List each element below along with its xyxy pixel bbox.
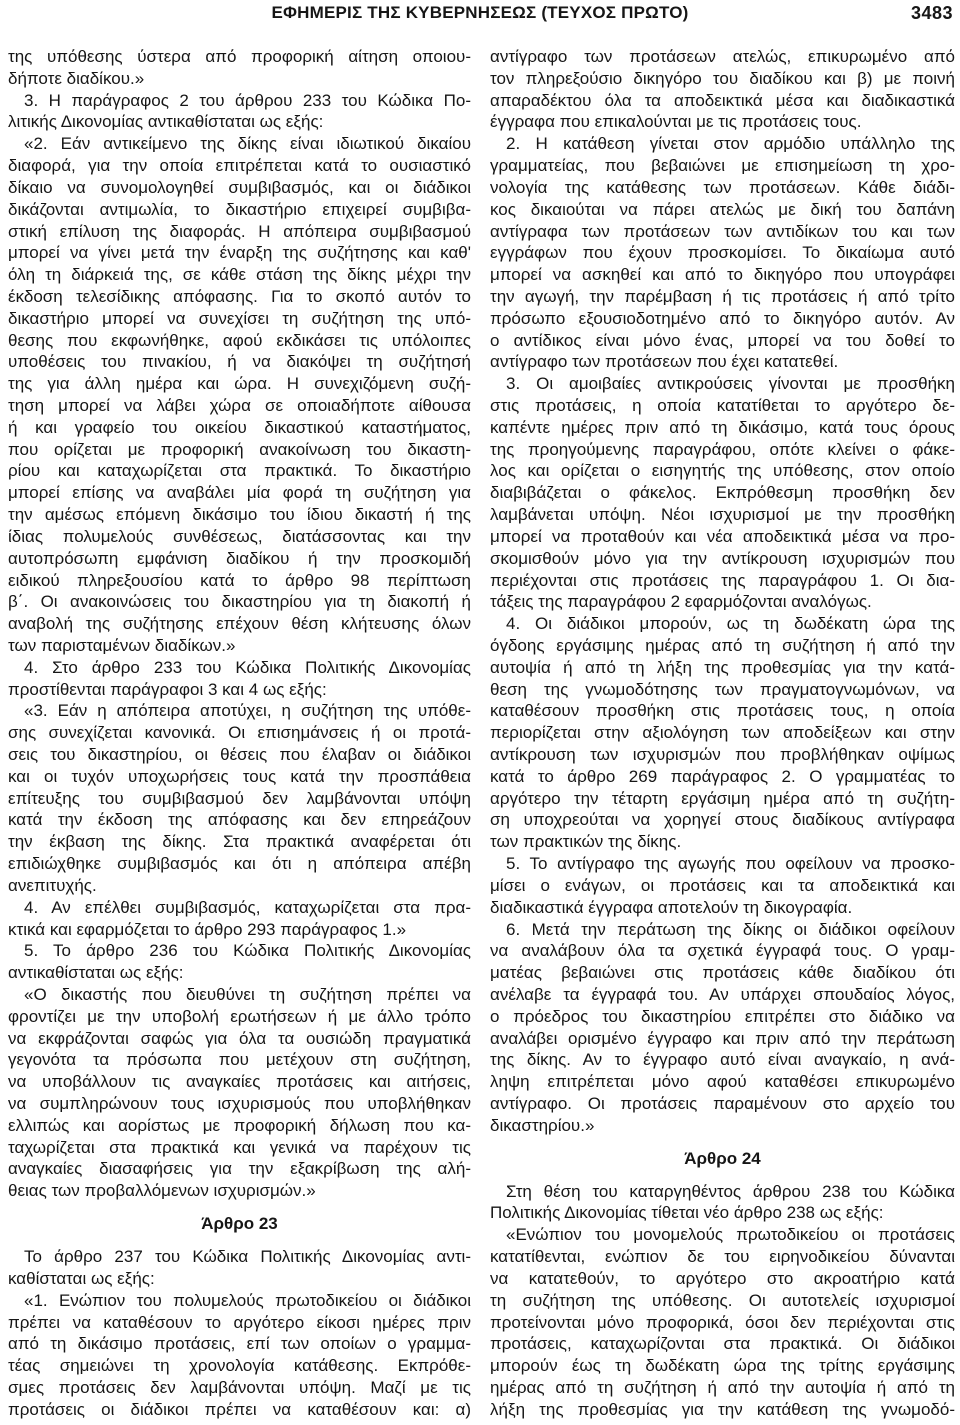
- text-line: διαβιβάζεται ο φάκελος. Εκπρόθεσμη προσθήκη δεν: [490, 483, 955, 503]
- text-line: ανεπιτυχής.: [8, 875, 97, 895]
- text-line: ημέρας από τη συζήτηση ή από την αυτοψία ή από τη: [490, 1377, 955, 1397]
- text-line: κατατίθενται, ενώπιον δε του ειρηνοδικείου δύνανται: [490, 1247, 955, 1267]
- text-line: δικάζονται αντιμωλία, το δικαστήριο επιχειρεί συμβιβα-: [8, 199, 471, 219]
- text-line: κατά το άρθρο 269 παράγραφος 2. Ο γραμματέας το: [490, 766, 955, 786]
- text-line: 3. Οι αμοιβαίες αντικρούσεις γίνονται με προσθήκη: [506, 374, 955, 394]
- text-line: εγγράφων που έχουν προσκομίσει. Το δικαίωμα αυτό: [490, 243, 955, 263]
- text-line: «3. Εάν η απόπειρα αποτύχει, η συζήτηση της υπόθε-: [24, 701, 471, 721]
- text-line: νολογία της κατάθεσης των προτάσεων. Κάθε διάδι-: [490, 177, 955, 197]
- text-line: «1. Ενώπιον του πολυμελούς πρωτοδικείου οι διάδικοι: [24, 1290, 471, 1310]
- text-line: μπορεί να προταθούν και νέα αποδεικτικά μέσα να προ-: [490, 526, 955, 546]
- text-line: αναγκαίες διασαφήσεις για την εξακρίβωση της αλή-: [8, 1159, 471, 1179]
- text-line: της υπόθεσης ύστερα από προφορική αίτηση οποιου-: [8, 47, 471, 66]
- text-line: δίκαιο να συνομολογηθεί συμβιβασμός, και οι διάδικοι: [8, 177, 471, 197]
- page-number: 3483: [910, 3, 953, 23]
- text-line: τάξεις της παραγράφου 2 εφαρμόζονται αναλόγως.: [490, 592, 872, 612]
- text-line: την αγωγή, την παρέμβαση ή τις προτάσεις ή από τρίτο: [490, 286, 955, 306]
- text-line: την έκβαση της δίκης. Στα πρακτικά αναφέρεται ότι: [8, 832, 471, 852]
- text-line: επίτευξης του συμβιβασμού δεν λαμβάνονται υπόψη: [8, 788, 471, 808]
- paragraph: [8, 897, 471, 941]
- paragraph: [490, 613, 955, 853]
- text-line: αντίγραφα των προτάσεων των αντιδίκων του και των: [490, 221, 955, 241]
- text-line: καπέντε ημέρες πριν από τη δικάσιμο, κατά τους όρους: [490, 417, 955, 437]
- paragraph: [490, 1181, 955, 1225]
- text-line: όλη τη διάρκειά της, σε κάθε στάση της δίκης μέχρι την: [8, 265, 471, 285]
- paragraph: [490, 46, 955, 133]
- text-line: διαφορά, για την οποία επιτρέπεται κατά το ουσιαστικό: [8, 156, 471, 176]
- text-line: λαμβάνεται υπόψη. Νέοι ισχυρισμοί με την προσθήκη: [490, 505, 955, 525]
- text-line: προτάσεις οι διάδικοι πρέπει να καταθέσουν και: α): [8, 1399, 471, 1419]
- text-line: αυτοψία ή από τη λήξη της προθεσμίας για την κατά-: [490, 657, 955, 677]
- text-line: τον πληρεξούσιο δικηγόρο του διαδίκου και β) με ποινή: [490, 68, 955, 88]
- text-line: ρίου και καταχωρίζεται στα πρακτικά. Το δικαστήριο: [8, 461, 471, 481]
- text-line: 3. Η παράγραφος 2 του άρθρου 233 του Κώδικα Πο-: [24, 90, 471, 110]
- text-line: δικαστήριο μπορεί να συνεχίσει τη συζήτηση της υπό-: [8, 308, 471, 328]
- text-line: της δίκης. Αν το έγγραφο αυτό είναι αναγκαίο, η ανά-: [490, 1050, 955, 1070]
- text-line: σκομισθούν μόνο για την αντίκρουση ισχυρισμών που: [490, 548, 955, 568]
- text-line: των παρισταμένων διαδίκων.»: [8, 635, 236, 655]
- text-line: Πολιτικής Δικονομίας τίθεται νέο άρθρο 238 ως εξής:: [490, 1203, 884, 1223]
- text-line: θεσης που εκφωνήθηκε, αφού εκδικάσει τις υπόλοιπες: [8, 330, 471, 350]
- text-line: λήξη της προθεσμίας για την κατάθεση της γνωμοδό-: [490, 1399, 955, 1419]
- text-line: σμες προτάσεις δεν λαμβάνονται υπόψη. Μαζί με τις: [8, 1377, 471, 1397]
- text-line: γεγονότα τα πρόσωπα που μετέχουν στη συζήτηση,: [8, 1050, 471, 1070]
- text-line: της προηγούμενης παραγράφου, οπότε κλείνει ο φάκε-: [490, 439, 955, 459]
- text-line: 4. Οι διάδικοι μπορούν, ως τη δωδέκατη ώρα της: [506, 614, 955, 634]
- text-line: 5. Το άρθρο 236 του Κώδικα Πολιτικής Δικονομίας: [24, 941, 471, 961]
- text-line: αργότερο την τέταρτη εργάσιμη ημέρα από τη συζήτη-: [490, 788, 955, 808]
- article-heading: Άρθρο 23: [201, 1214, 278, 1234]
- text-line: επιδιώχθηκε συμβιβασμός και ότι η απόπειρα απέβη: [8, 854, 471, 874]
- text-line: μίσει ο ενάγων, οι προτάσεις και τα αποδεικτικά και: [490, 875, 955, 895]
- text-line: ή και γραφείο του οικείου δικαστικού καταστήματος,: [8, 417, 471, 437]
- text-line: κτικά και εφαρμόζεται το άρθρο 293 παράγραφος 1.»: [8, 919, 407, 939]
- text-line: «Ο δικαστής που διευθύνει τη συζήτηση πρέπει να: [24, 984, 471, 1004]
- text-line: στις προτάσεις, η οποία κατατίθεται το αργότερο δε-: [490, 396, 955, 415]
- text-line: κατά την έκδοση της απόφασης και δεν επηρεάζουν: [8, 810, 471, 830]
- text-line: σης συνεχίζεται κανονικά. Οι επισημάνσεις ή οι προτά-: [8, 723, 471, 743]
- text-line: Το άρθρο 237 του Κώδικα Πολιτικής Δικονομίας αντι-: [24, 1247, 471, 1267]
- text-line: «2. Εάν αντικείμενο της δίκης είναι ιδιωτικού δικαίου: [24, 134, 471, 154]
- text-line: όγδοης εργάσιμης ημέρας από τη συζήτηση ή από την: [490, 635, 955, 655]
- text-line: θειας των προβαλλόμενων ισχυρισμών.»: [8, 1181, 316, 1201]
- text-line: έκδοση τελεσίδικης απόφασης. Για το σκοπό αυτόν το: [8, 286, 471, 306]
- text-line: 5. Το αντίγραφο της αγωγής που οφείλουν να προσκο-: [506, 854, 955, 874]
- paragraph: [8, 46, 471, 90]
- text-line: τη συζήτηση της υπόθεσης. Οι αυτοτελείς ισχυρισμοί: [490, 1290, 955, 1310]
- text-line: αναβολή της συζήτησης επέχουν θέση κλήτευσης όλων: [8, 614, 471, 634]
- text-line: απαραδέκτου όλα τα αποδεικτικά μέσα και διαδικαστικά: [490, 90, 955, 110]
- text-line: δήποτε διαδίκου.»: [8, 68, 145, 88]
- text-line: 2. Η κατάθεση γίνεται στον αρμόδιο υπάλληλο της: [506, 134, 955, 154]
- paragraph: [490, 373, 955, 613]
- text-line: γραμματείας, που βεβαιώνει με επισημείωση τη χρο-: [490, 156, 955, 176]
- text-line: στική επίλυση της διαφοράς. Η απόπειρα συμβιβασμού: [8, 221, 471, 241]
- text-line: ανέλαβε τα έγγραφά του. Αν υπάρχει σπουδαίος λόγος,: [490, 984, 955, 1004]
- column-left: [8, 46, 471, 1421]
- text-line: καθίσταται ως εξής:: [8, 1268, 155, 1288]
- text-line: αντικαθίσταται ως εξής:: [8, 963, 184, 983]
- text-line: 6. Μετά την περάτωση της δίκης οι διάδικοι οφείλουν: [506, 919, 955, 939]
- paragraph: [8, 940, 471, 984]
- text-line: λιτικής Δικονομίας αντικαθίσταται ως εξής:: [8, 112, 324, 132]
- text-line: από τη δικάσιμο προτάσεις, επί των οποίων ο γραμμα-: [8, 1334, 471, 1354]
- text-line: να κατατεθούν, το αργότερο στο ακροατήριο κατά: [490, 1268, 955, 1288]
- text-line: προτείνονται μόνο προφορικά, όσοι δεν περιέχονται στις: [490, 1312, 955, 1332]
- text-line: δικαστηρίου.»: [490, 1115, 595, 1135]
- text-line: τέας σημειώνει τη χρονολογία κατάθεσης. Εκπρόθε-: [8, 1356, 471, 1376]
- paragraph: [8, 133, 471, 657]
- text-line: να εκφράζονται σαφώς για όλα τα ουσιώδη πραγματικά: [8, 1028, 471, 1048]
- text-line: σεις του δικαστηρίου, οι θέσεις που έλαβαν οι διάδικοι: [8, 745, 471, 764]
- text-line: ελλιπώς και αορίστως με προφορική δήλωση που κα-: [8, 1115, 471, 1135]
- text-line: θεση της γνωμοδότησης των πραγματογνωμόνων, να: [490, 679, 955, 699]
- text-line: κος δικαιούται να πάρει ατελώς με δική του δαπάνη: [490, 199, 955, 219]
- text-line: τηση μπορεί να λάβει χώρα σε οποιαδήποτε αίθουσα: [8, 396, 471, 415]
- text-line: Στη θέση του καταργηθέντος άρθρου 238 του Κώδικα: [506, 1181, 955, 1201]
- paragraph: [8, 984, 471, 1202]
- paragraph: [490, 133, 955, 373]
- paragraph: [490, 853, 955, 918]
- text-line: αυτοπρόσωπη εμφάνιση διαδίκου ή την προσκομιδή: [8, 548, 471, 568]
- text-line: β΄. Οι ανακοινώσεις του δικαστηρίου για τη διακοπή ή: [8, 592, 471, 612]
- text-line: φροντίζει με την υποβολή ερωτήσεων ή με άλλο τρόπο: [8, 1006, 471, 1026]
- text-line: ειδικού πληρεξουσίου κατά το άρθρο 98 περίπτωση: [8, 570, 471, 590]
- text-line: πρέπει να καταθέσουν το αργότερο είκοσι ημέρες πριν: [8, 1312, 471, 1332]
- gazette-title: ΕΦΗΜΕΡΙΣ ΤΗΣ ΚΥΒΕΡΝΗΣΕΩΣ (ΤΕΥΧΟΣ ΠΡΩΤΟ): [271, 3, 689, 22]
- text-line: ίδιας πολυμελούς συνθέσεως, διατάσσοντας και την: [8, 526, 471, 546]
- running-header: [0, 0, 960, 26]
- text-line: 4. Αν επέλθει συμβιβασμός, καταχωρίζεται στα πρα-: [24, 897, 471, 917]
- text-line: μπορούν έως τη δωδέκατη ώρα της τρίτης εργάσιμης: [490, 1356, 955, 1376]
- text-line: μπορεί επίσης να αναβάλει μία φορά τη συζήτηση για: [8, 483, 471, 503]
- text-line: να υποβάλλουν τις αναγκαίες προτάσεις και αιτήσεις,: [8, 1072, 471, 1092]
- text-line: αντίγραφο των προτάσεων ατελώς, επικυρωμένο από: [490, 47, 955, 66]
- paragraph: [8, 657, 471, 701]
- text-line: ο αντίδικος είναι μόνο ένας, μπορεί να του δοθεί το: [490, 330, 955, 350]
- text-line: ση υποχρεούται να χορηγεί στους διαδίκους αντίγραφα: [490, 810, 955, 830]
- text-line: προτάσεις, καταχωρίζονται στα πρακτικά. Οι διάδικοι: [490, 1334, 955, 1354]
- text-line: προστίθενται παράγραφοι 3 και 4 ως εξής:: [8, 679, 327, 699]
- text-line: περιέχονται στις προτάσεις της παραγράφου 1. Οι δια-: [490, 570, 955, 590]
- paragraph: [8, 1246, 471, 1290]
- text-line: «Ενώπιον του μονομελούς πρωτοδικείου οι προτάσεις: [506, 1225, 955, 1245]
- paragraph: [8, 90, 471, 134]
- text-line: αναλάβει ορισμένο έγγραφο και πριν από την περάτωση: [490, 1028, 955, 1048]
- text-line: έγγραφα που επικαλούνται με τις προτάσεις τους.: [490, 112, 862, 132]
- text-line: της για άλλη ημέρα και ώρα. Η συνεχιζόμενη συζή-: [8, 374, 471, 394]
- text-line: περιορίζεται στην αξιολόγηση των αποδείξεων και στην: [490, 723, 955, 743]
- paragraph: [8, 1290, 471, 1421]
- text-line: υποθέσεις του πινακίου, ή να διακόψει τη συζήτησή: [8, 352, 471, 372]
- text-line: και οι τυχόν υποχωρήσεις τους κατά την προσπάθεια: [8, 766, 471, 786]
- text-line: να αναλάβουν όλα τα σχετικά έγγραφά τους. Ο γραμ-: [490, 941, 955, 961]
- text-line: ταχωρίζεται στα πρακτικά και γενικά να παρέχουν τις: [8, 1137, 471, 1157]
- text-line: την αμέσως επόμενη δικάσιμο του ίδιου δικαστή ή της: [8, 505, 471, 525]
- text-line: των πρακτικών της δίκης.: [490, 832, 682, 852]
- text-line: αντίγραφο. Οι προτάσεις παραμένουν στο αρχείο του: [490, 1094, 955, 1113]
- text-line: διαδικαστικά έγγραφα αποτελούν τη δικογραφία.: [490, 897, 853, 917]
- text-line: να συμπληρώνουν τους ισχυρισμούς που υποβλήθηκαν: [8, 1094, 471, 1113]
- paragraph: [490, 1224, 955, 1420]
- text-line: μπορεί να ασκηθεί και από το δικηγόρο που υπογράφει: [490, 265, 955, 285]
- column-right: [490, 46, 955, 1421]
- text-line: πρόσωπο εξουσιοδοτημένο από το δικηγόρο αυτόν. Αν: [490, 308, 955, 328]
- text-line: μπορεί να γίνει μετά την έναρξη της συζήτησης και καθ': [8, 243, 471, 263]
- text-line: ο πρόεδρος του δικαστηρίου επιτρέπει στο διάδικο να: [490, 1006, 955, 1026]
- text-line: λος και ορίζεται ο εισηγητής της υπόθεσης, στον οποίο: [490, 461, 955, 481]
- article-heading: Άρθρο 24: [684, 1148, 761, 1168]
- text-line: 4. Στο άρθρο 233 του Κώδικα Πολιτικής Δικονομίας: [24, 657, 471, 677]
- paragraph: [8, 700, 471, 896]
- text-line: αντίκρουση των ισχυρισμών που προβλήθηκαν οψίμως: [490, 745, 955, 764]
- text-line: ληψη επιτρέπεται μόνο αφού καταθέσει επικυρωμένο: [490, 1072, 955, 1092]
- text-line: ματέας βεβαιώνει στις προτάσεις κάθε διαδίκου ότι: [490, 963, 955, 983]
- text-line: που ορίζεται με προφορική ανακοίνωση του δικαστη-: [8, 439, 471, 459]
- text-line: αντίγραφο των προτάσεων που έχει κατατεθεί.: [490, 352, 839, 372]
- text-line: καταθέσουν προσθήκη στις προτάσεις τους, η οποία: [490, 701, 955, 721]
- paragraph: [490, 919, 955, 1137]
